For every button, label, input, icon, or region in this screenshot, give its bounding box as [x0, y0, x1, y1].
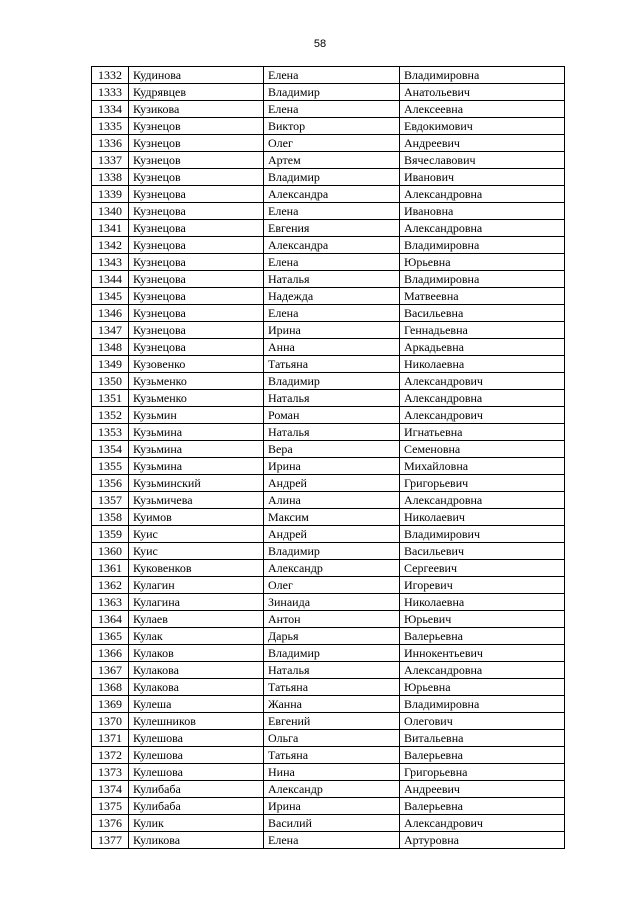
row-number: 1355: [92, 458, 129, 475]
table-row: [92, 441, 565, 458]
patronymic-cell: Николаевна: [400, 594, 565, 611]
first-name-cell: Наталья: [264, 271, 400, 288]
first-name-cell: Артем: [264, 152, 400, 169]
first-name-cell: Нина: [264, 764, 400, 781]
patronymic-cell: Валерьевна: [400, 628, 565, 645]
table-row: [92, 645, 565, 662]
row-number: 1342: [92, 237, 129, 254]
row-number: 1369: [92, 696, 129, 713]
row-number: 1362: [92, 577, 129, 594]
table-row: [92, 815, 565, 832]
surname-cell: Кузнецова: [129, 220, 264, 237]
table-row: [92, 764, 565, 781]
table-row: [92, 492, 565, 509]
patronymic-cell: Александровна: [400, 492, 565, 509]
row-number: 1333: [92, 84, 129, 101]
row-number: 1368: [92, 679, 129, 696]
table-row: [92, 220, 565, 237]
table-row: [92, 747, 565, 764]
first-name-cell: Евгения: [264, 220, 400, 237]
patronymic-cell: Васильевич: [400, 543, 565, 560]
patronymic-cell: Николаевна: [400, 356, 565, 373]
page-number: 58: [313, 38, 327, 50]
surname-cell: Кулакова: [129, 662, 264, 679]
first-name-cell: Алина: [264, 492, 400, 509]
table-row: [92, 696, 565, 713]
row-number: 1373: [92, 764, 129, 781]
patronymic-cell: Артуровна: [400, 832, 565, 849]
table-row: [92, 628, 565, 645]
row-number: 1335: [92, 118, 129, 135]
table-row: [92, 611, 565, 628]
row-number: 1338: [92, 169, 129, 186]
row-number: 1372: [92, 747, 129, 764]
first-name-cell: Зинаида: [264, 594, 400, 611]
row-number: 1365: [92, 628, 129, 645]
surname-cell: Кузнецов: [129, 152, 264, 169]
table-row: [92, 798, 565, 815]
first-name-cell: Антон: [264, 611, 400, 628]
patronymic-cell: Семеновна: [400, 441, 565, 458]
row-number: 1343: [92, 254, 129, 271]
row-number: 1376: [92, 815, 129, 832]
row-number: 1344: [92, 271, 129, 288]
row-number: 1358: [92, 509, 129, 526]
row-number: 1341: [92, 220, 129, 237]
surname-cell: Кузовенко: [129, 356, 264, 373]
surname-cell: Кулешова: [129, 764, 264, 781]
patronymic-cell: Анатольевич: [400, 84, 565, 101]
table-row: [92, 152, 565, 169]
patronymic-cell: Михайловна: [400, 458, 565, 475]
first-name-cell: Анна: [264, 339, 400, 356]
row-number: 1332: [92, 67, 129, 84]
table-row: [92, 781, 565, 798]
row-number: 1349: [92, 356, 129, 373]
surname-cell: Кулаков: [129, 645, 264, 662]
table-row: [92, 169, 565, 186]
patronymic-cell: Вячеславович: [400, 152, 565, 169]
patronymic-cell: Олегович: [400, 713, 565, 730]
first-name-cell: Роман: [264, 407, 400, 424]
row-number: 1334: [92, 101, 129, 118]
table-row: [92, 543, 565, 560]
patronymic-cell: Матвеевна: [400, 288, 565, 305]
surname-cell: Кулеша: [129, 696, 264, 713]
row-number: 1348: [92, 339, 129, 356]
patronymic-cell: Андреевич: [400, 781, 565, 798]
table-row: [92, 101, 565, 118]
surname-cell: Кулибаба: [129, 781, 264, 798]
surname-cell: Кузьмина: [129, 458, 264, 475]
first-name-cell: Надежда: [264, 288, 400, 305]
table-row: [92, 254, 565, 271]
patronymic-cell: Юрьевна: [400, 679, 565, 696]
surname-cell: Кузьмина: [129, 424, 264, 441]
patronymic-cell: Васильевна: [400, 305, 565, 322]
first-name-cell: Олег: [264, 135, 400, 152]
table-row: [92, 713, 565, 730]
surname-cell: Кузикова: [129, 101, 264, 118]
register-table-body: [92, 67, 565, 849]
first-name-cell: Виктор: [264, 118, 400, 135]
surname-cell: Кудинова: [129, 67, 264, 84]
first-name-cell: Елена: [264, 832, 400, 849]
table-row: [92, 458, 565, 475]
patronymic-cell: Григорьевна: [400, 764, 565, 781]
surname-cell: Кузнецова: [129, 203, 264, 220]
row-number: 1364: [92, 611, 129, 628]
patronymic-cell: Александровна: [400, 390, 565, 407]
table-row: [92, 373, 565, 390]
surname-cell: Кузнецова: [129, 186, 264, 203]
row-number: 1371: [92, 730, 129, 747]
patronymic-cell: Валерьевна: [400, 747, 565, 764]
patronymic-cell: Владимирович: [400, 526, 565, 543]
patronymic-cell: Аркадьевна: [400, 339, 565, 356]
patronymic-cell: Александрович: [400, 407, 565, 424]
row-number: 1354: [92, 441, 129, 458]
first-name-cell: Наталья: [264, 390, 400, 407]
table-row: [92, 271, 565, 288]
table-row: [92, 509, 565, 526]
patronymic-cell: Николаевич: [400, 509, 565, 526]
surname-cell: Кулешова: [129, 747, 264, 764]
table-row: [92, 322, 565, 339]
first-name-cell: Елена: [264, 101, 400, 118]
surname-cell: Кузнецова: [129, 288, 264, 305]
first-name-cell: Елена: [264, 203, 400, 220]
table-row: [92, 390, 565, 407]
surname-cell: Кулакова: [129, 679, 264, 696]
surname-cell: Куис: [129, 526, 264, 543]
row-number: 1367: [92, 662, 129, 679]
table-row: [92, 288, 565, 305]
surname-cell: Кузьмин: [129, 407, 264, 424]
first-name-cell: Владимир: [264, 543, 400, 560]
first-name-cell: Наталья: [264, 424, 400, 441]
first-name-cell: Александра: [264, 237, 400, 254]
first-name-cell: Вера: [264, 441, 400, 458]
patronymic-cell: Юрьевна: [400, 254, 565, 271]
surname-cell: Кузнецова: [129, 322, 264, 339]
surname-cell: Кузнецова: [129, 339, 264, 356]
first-name-cell: Ольга: [264, 730, 400, 747]
row-number: 1375: [92, 798, 129, 815]
first-name-cell: Владимир: [264, 169, 400, 186]
surname-cell: Кулаев: [129, 611, 264, 628]
patronymic-cell: Александровна: [400, 220, 565, 237]
row-number: 1363: [92, 594, 129, 611]
table-row: [92, 577, 565, 594]
surname-cell: Кулик: [129, 815, 264, 832]
first-name-cell: Андрей: [264, 475, 400, 492]
row-number: 1345: [92, 288, 129, 305]
row-number: 1336: [92, 135, 129, 152]
surname-cell: Кулагина: [129, 594, 264, 611]
first-name-cell: Александр: [264, 781, 400, 798]
patronymic-cell: Владимировна: [400, 237, 565, 254]
first-name-cell: Александра: [264, 186, 400, 203]
table-row: [92, 594, 565, 611]
first-name-cell: Евгений: [264, 713, 400, 730]
table-row: [92, 407, 565, 424]
surname-cell: Кузнецов: [129, 169, 264, 186]
table-row: [92, 832, 565, 849]
row-number: 1346: [92, 305, 129, 322]
patronymic-cell: Евдокимович: [400, 118, 565, 135]
surname-cell: Кулешова: [129, 730, 264, 747]
row-number: 1377: [92, 832, 129, 849]
row-number: 1350: [92, 373, 129, 390]
table-row: [92, 679, 565, 696]
surname-cell: Кузнецова: [129, 305, 264, 322]
surname-cell: Кулак: [129, 628, 264, 645]
patronymic-cell: Александрович: [400, 373, 565, 390]
table-row: [92, 560, 565, 577]
row-number: 1370: [92, 713, 129, 730]
surname-cell: Кузьменко: [129, 390, 264, 407]
row-number: 1337: [92, 152, 129, 169]
table-row: [92, 135, 565, 152]
surname-cell: Кузнецова: [129, 271, 264, 288]
patronymic-cell: Игоревич: [400, 577, 565, 594]
row-number: 1366: [92, 645, 129, 662]
first-name-cell: Владимир: [264, 645, 400, 662]
patronymic-cell: Геннадьевна: [400, 322, 565, 339]
surname-cell: Кузьменко: [129, 373, 264, 390]
first-name-cell: Наталья: [264, 662, 400, 679]
table-row: [92, 237, 565, 254]
patronymic-cell: Валерьевна: [400, 798, 565, 815]
surname-cell: Куимов: [129, 509, 264, 526]
row-number: 1359: [92, 526, 129, 543]
surname-cell: Кузьмина: [129, 441, 264, 458]
first-name-cell: Максим: [264, 509, 400, 526]
patronymic-cell: Владимировна: [400, 696, 565, 713]
first-name-cell: Татьяна: [264, 356, 400, 373]
table-row: [92, 356, 565, 373]
table-row: [92, 662, 565, 679]
first-name-cell: Владимир: [264, 84, 400, 101]
surname-cell: Кузьмичева: [129, 492, 264, 509]
surname-cell: Кудрявцев: [129, 84, 264, 101]
surname-cell: Куис: [129, 543, 264, 560]
first-name-cell: Елена: [264, 254, 400, 271]
row-number: 1352: [92, 407, 129, 424]
table-row: [92, 67, 565, 84]
first-name-cell: Елена: [264, 305, 400, 322]
first-name-cell: Ирина: [264, 322, 400, 339]
first-name-cell: Андрей: [264, 526, 400, 543]
row-number: 1356: [92, 475, 129, 492]
first-name-cell: Владимир: [264, 373, 400, 390]
first-name-cell: Василий: [264, 815, 400, 832]
row-number: 1360: [92, 543, 129, 560]
surname-cell: Кузнецов: [129, 118, 264, 135]
row-number: 1351: [92, 390, 129, 407]
patronymic-cell: Андреевич: [400, 135, 565, 152]
surname-cell: Куковенков: [129, 560, 264, 577]
surname-cell: Куликова: [129, 832, 264, 849]
row-number: 1353: [92, 424, 129, 441]
patronymic-cell: Владимировна: [400, 67, 565, 84]
first-name-cell: Елена: [264, 67, 400, 84]
table-row: [92, 526, 565, 543]
first-name-cell: Олег: [264, 577, 400, 594]
patronymic-cell: Александрович: [400, 815, 565, 832]
first-name-cell: Жанна: [264, 696, 400, 713]
table-row: [92, 118, 565, 135]
surname-cell: Кулешников: [129, 713, 264, 730]
table-row: [92, 305, 565, 322]
row-number: 1374: [92, 781, 129, 798]
first-name-cell: Ирина: [264, 798, 400, 815]
patronymic-cell: Иннокентьевич: [400, 645, 565, 662]
patronymic-cell: Владимировна: [400, 271, 565, 288]
first-name-cell: Ирина: [264, 458, 400, 475]
first-name-cell: Александр: [264, 560, 400, 577]
patronymic-cell: Иванович: [400, 169, 565, 186]
surname-cell: Кулагин: [129, 577, 264, 594]
patronymic-cell: Ивановна: [400, 203, 565, 220]
surname-cell: Кузнецова: [129, 237, 264, 254]
surname-cell: Кулибаба: [129, 798, 264, 815]
patronymic-cell: Игнатьевна: [400, 424, 565, 441]
row-number: 1347: [92, 322, 129, 339]
table-row: [92, 203, 565, 220]
patronymic-cell: Сергеевич: [400, 560, 565, 577]
patronymic-cell: Витальевна: [400, 730, 565, 747]
surname-cell: Кузнецов: [129, 135, 264, 152]
patronymic-cell: Юрьевич: [400, 611, 565, 628]
surname-cell: Кузнецова: [129, 254, 264, 271]
patronymic-cell: Алексеевна: [400, 101, 565, 118]
row-number: 1339: [92, 186, 129, 203]
row-number: 1361: [92, 560, 129, 577]
first-name-cell: Дарья: [264, 628, 400, 645]
patronymic-cell: Александровна: [400, 186, 565, 203]
table-row: [92, 730, 565, 747]
row-number: 1340: [92, 203, 129, 220]
row-number: 1357: [92, 492, 129, 509]
first-name-cell: Татьяна: [264, 747, 400, 764]
table-row: [92, 424, 565, 441]
table-row: [92, 475, 565, 492]
first-name-cell: Татьяна: [264, 679, 400, 696]
table-row: [92, 186, 565, 203]
table-row: [92, 84, 565, 101]
patronymic-cell: Александровна: [400, 662, 565, 679]
patronymic-cell: Григорьевич: [400, 475, 565, 492]
register-table: [91, 66, 565, 849]
table-row: [92, 339, 565, 356]
surname-cell: Кузьминский: [129, 475, 264, 492]
